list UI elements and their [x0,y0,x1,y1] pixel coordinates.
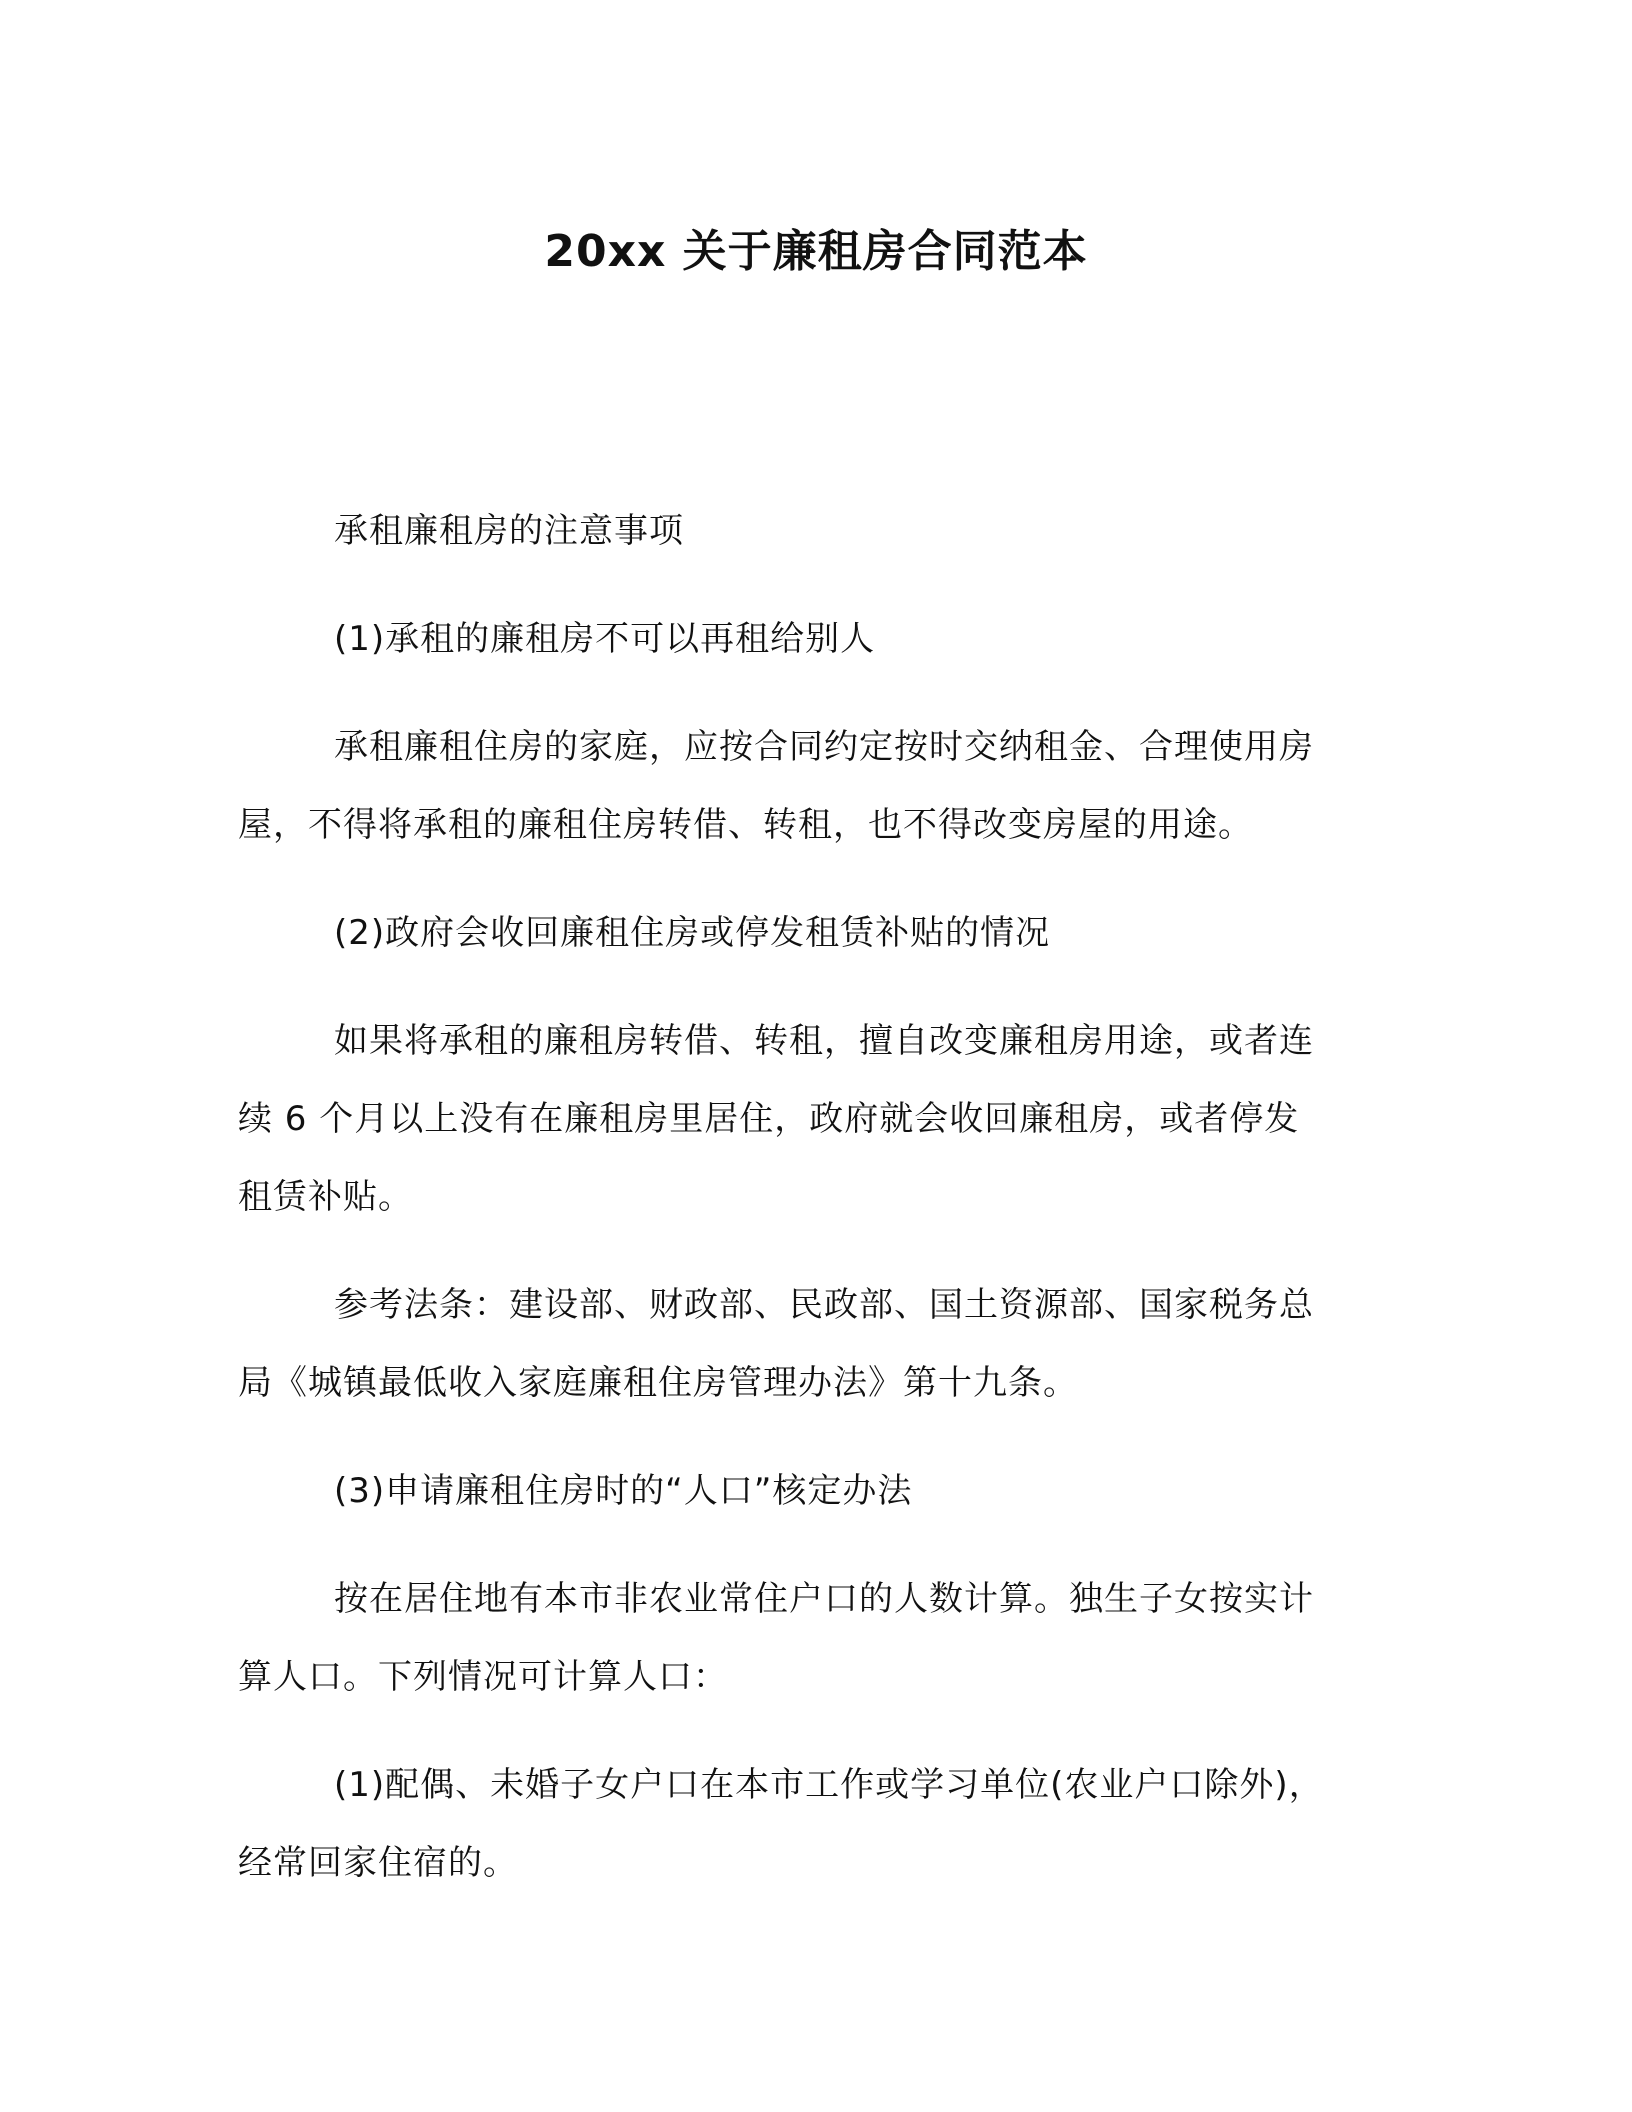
paragraph-line: (1)配偶、未婚子女户口在本市工作或学习单位(农业户口除外)， [334,1765,1324,1805]
paragraph-line: 租赁补贴。 [238,1177,413,1217]
paragraph-item-1 [238,1746,1378,1902]
paragraph-line: 承租廉租住房的家庭，应按合同约定按时交纳租金、合理使用房 [334,727,1314,767]
paragraph-subheading-1 [238,600,1378,678]
paragraph-line: 承租廉租房的注意事项 [334,511,684,551]
paragraph-line: 算人口。下列情况可计算人口： [238,1657,728,1697]
paragraph-subheading-2 [238,894,1378,972]
paragraph-line: 续 6 个月以上没有在廉租房里居住，政府就会收回廉租房，或者停发 [238,1099,1300,1139]
paragraph-line: 按在居住地有本市非农业常住户口的人数计算。独生子女按实计 [334,1579,1314,1619]
paragraph-line: (2)政府会收回廉租住房或停发租赁补贴的情况 [334,913,1051,953]
paragraph-line: 局《城镇最低收入家庭廉租住房管理办法》第十九条。 [238,1363,1078,1403]
paragraph-reference-law [238,1266,1378,1422]
paragraph-body-3 [238,1560,1378,1716]
document-body [238,492,1378,1932]
paragraph-line: 参考法条：建设部、财政部、民政部、国土资源部、国家税务总 [334,1285,1314,1325]
paragraph-body-2 [238,1002,1378,1236]
paragraph-heading-notes [238,492,1378,570]
paragraph-subheading-3 [238,1452,1378,1530]
paragraph-body-1 [238,708,1378,864]
paragraph-line: 如果将承租的廉租房转借、转租，擅自改变廉租房用途，或者连 [334,1021,1314,1061]
paragraph-line: (3)申请廉租住房时的“人口”核定办法 [334,1471,913,1511]
paragraph-line: 屋，不得将承租的廉租住房转借、转租，也不得改变房屋的用途。 [238,805,1253,845]
document-title: 20xx 关于廉租房合同范本 [544,226,1088,277]
paragraph-line: 经常回家住宿的。 [238,1843,518,1883]
paragraph-line: (1)承租的廉租房不可以再租给别人 [334,619,876,659]
